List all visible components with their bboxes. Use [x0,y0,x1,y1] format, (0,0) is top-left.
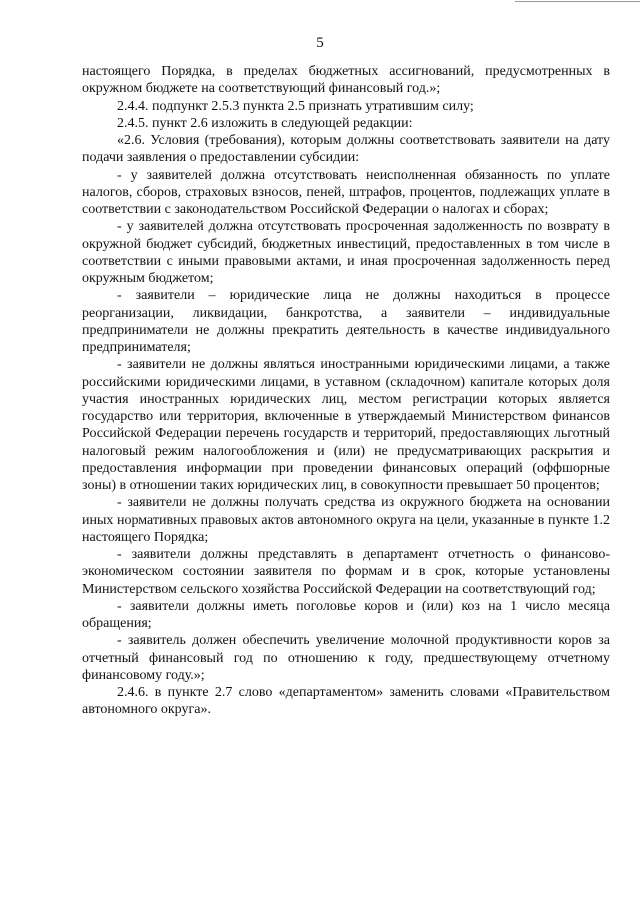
condition-item: - у заявителей должна отсутствовать просроченная задолженность по возврату в окружной бюджет субсидий, бюджетных инвестиций, предоставленных в том числе в соответствии с иными правовыми актами, и иная просроченная задолженность перед окружным бюджетом; [82,219,610,286]
condition-item: - заявители не должны получать средства из окружного бюджета на основании иных нормативных правовых актов автономного округа на цели, указанные в пункте 1.2 настоящего Порядка; [82,495,610,545]
paragraph-2-4-6: 2.4.6. в пункте 2.7 слово «департаментом» заменить словами «Правительством автономного округа». [82,685,610,718]
document-body [82,63,610,719]
condition-item: - заявители должны представлять в департамент отчетность о финансово-экономическом состоянии заявителя по формам и в срок, которые установлены Министерством сельского хозяйства Российской Федерации на соответствующий год; [82,547,610,597]
paragraph-2-4-5: 2.4.5. пункт 2.6 изложить в следующей редакции: [117,115,413,131]
top-edge-rule [515,1,640,2]
paragraph-2-4-4: 2.4.4. подпункт 2.5.3 пункта 2.5 признать утратившим силу; [117,98,474,114]
paragraph-2-6-intro: «2.6. Условия (требования), которым должны соответствовать заявители на дату подачи заявления о предоставлении субсидии: [82,133,610,166]
page-number: 5 [316,35,324,51]
condition-item: - у заявителей должна отсутствовать неисполненная обязанность по уплате налогов, сборов, страховых взносов, пеней, штрафов, процентов, подлежащих уплате в соответствии с законодательством Российской Федерации о налогах и сборах; [82,167,610,217]
paragraph-continuation: настоящего Порядка, в пределах бюджетных ассигнований, предусмотренных в окружном бюджете на соответствующий финансовый год.»; [82,64,610,97]
condition-item: - заявители – юридические лица не должны находиться в процессе реорганизации, ликвидации, банкротства, а заявители – индивидуальные предприниматели не должны прекратить деятельность в качестве индивидуального предпринимателя; [82,288,610,355]
condition-item: - заявители не должны являться иностранными юридическими лицами, а также российскими юридическими лицами, в уставном (складочном) капитале которых доля участия иностранных юридических лиц, местом регистрации которых является государство или территория, включенные в утверждаемый Министерством финансов Российской Федерации перечень государств и территорий, предоставляющих льготный налоговый режим налогообложения и (или) не предусматривающих раскрытия и предоставления информации при проведении финансовых операций (оффшорные зоны) в отношении таких юридических лиц, в совокупности превышает 50 процентов; [82,357,610,493]
condition-item: - заявитель должен обеспечить увеличение молочной продуктивности коров за отчетный финансовый год по отношению к году, предшествующему отчетному финансовому году.»; [82,633,610,683]
condition-item: - заявители должны иметь поголовье коров и (или) коз на 1 число месяца обращения; [82,598,610,631]
